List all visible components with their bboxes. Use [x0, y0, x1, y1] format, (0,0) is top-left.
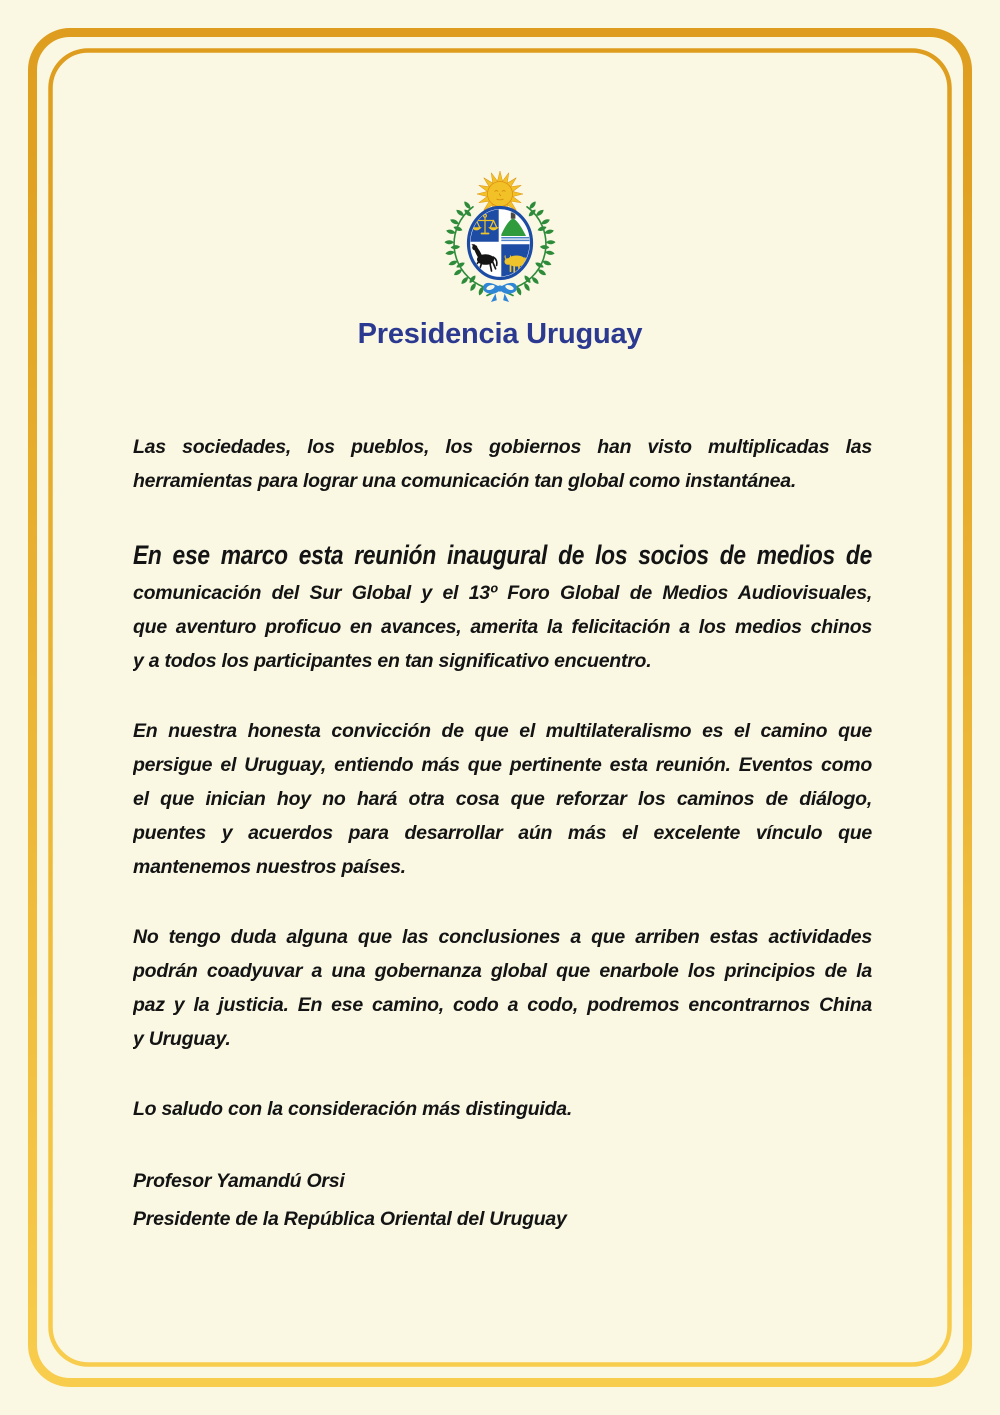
paragraph	[133, 920, 872, 1056]
signature-name: Profesor Yamandú Orsi	[133, 1170, 345, 1192]
letter-line: podrán coadyuvar a una gobernanza global que enarbole los principios de la	[133, 960, 872, 982]
letter-line: paz y la justicia. En ese camino, codo a codo, podremos encontrarnos China	[133, 994, 872, 1016]
letter-line: En nuestra honesta convicción de que el multilateralismo es el camino que	[133, 720, 872, 742]
shield-icon	[467, 206, 533, 280]
letter-line: Lo saludo con la consideración más distinguida.	[133, 1098, 572, 1120]
letter-line: comunicación del Sur Global y el 13º Foro Global de Medios Audiovisuales,	[133, 582, 872, 604]
letter-line: y Uruguay.	[133, 1028, 231, 1050]
paragraph	[133, 714, 872, 884]
coat-of-arms	[440, 168, 560, 308]
paragraph	[133, 430, 872, 498]
paragraph	[133, 534, 872, 678]
closing-salutation	[133, 1092, 872, 1126]
letter-line: mantenemos nuestros países.	[133, 856, 406, 878]
letter-line: No tengo duda alguna que las conclusiones a que arriben estas actividades	[133, 926, 872, 948]
org-wordmark: Presidencia Uruguay	[357, 318, 643, 350]
signature-title: Presidente de la República Oriental del Uruguay	[133, 1208, 567, 1230]
letter-line: herramientas para lograr una comunicación tan global como instantánea.	[133, 470, 797, 492]
ribbon-bow-icon	[483, 283, 517, 302]
letter-line: que aventuro proficuo en avances, amerita la felicitación a los medios chinos	[133, 616, 872, 638]
letter-line: el que inician hoy no hará otra cosa que reforzar los caminos de diálogo,	[133, 788, 872, 810]
letter-line: puentes y acuerdos para desarrollar aún más el excelente vínculo que	[133, 822, 872, 844]
letter-line: persigue el Uruguay, entiendo más que pertinente esta reunión. Eventos como	[133, 754, 872, 776]
letter-line: Las sociedades, los pueblos, los gobiernos han visto multiplicadas las	[133, 436, 872, 458]
letter-line: y a todos los participantes en tan significativo encuentro.	[133, 650, 652, 672]
signature-block	[133, 1162, 872, 1238]
letter-body	[133, 430, 872, 1238]
letter-line-large: En ese marco esta reunión inaugural de los socios de medios de	[133, 540, 872, 570]
